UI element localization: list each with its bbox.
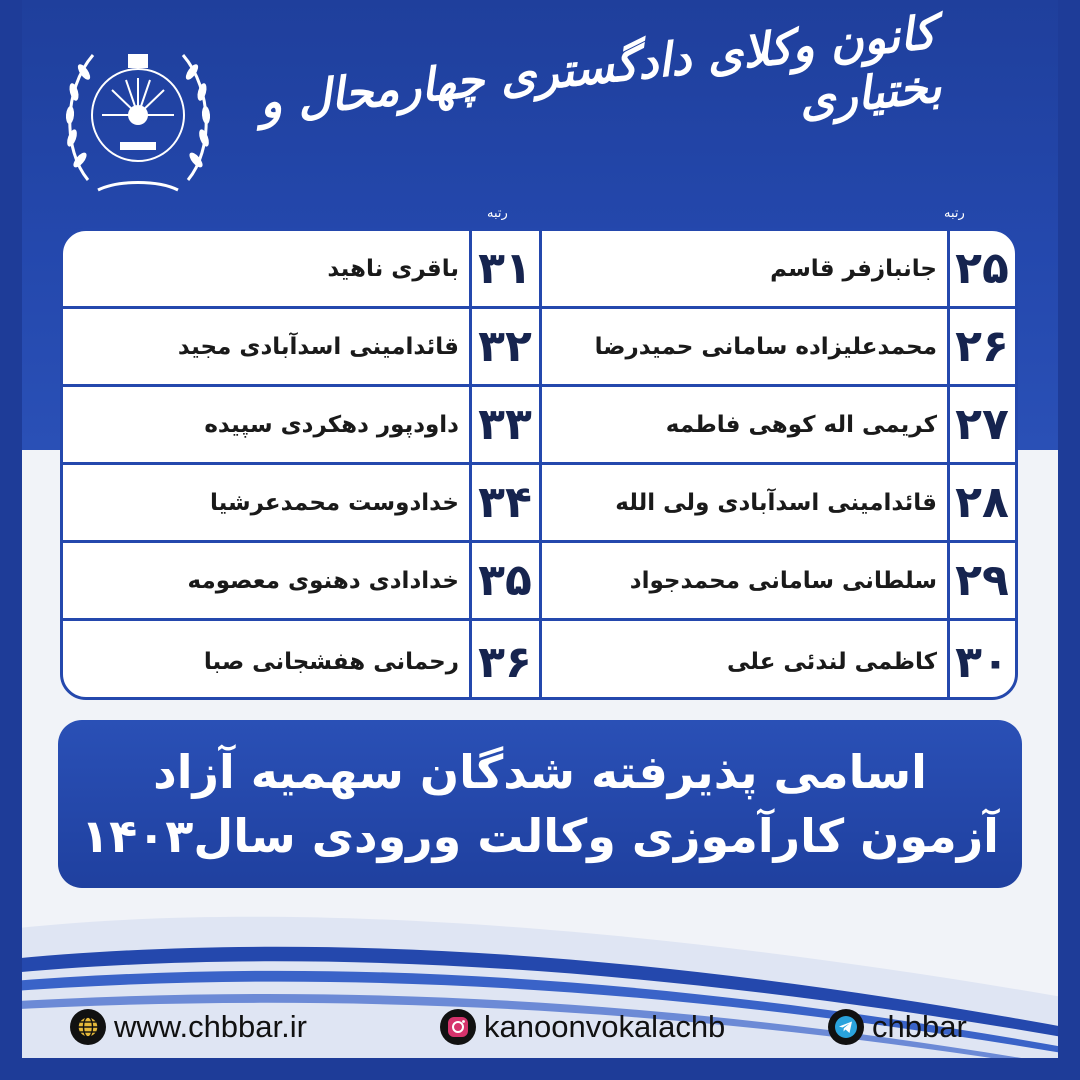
instagram-link[interactable] <box>440 1002 725 1052</box>
announcement-banner <box>58 720 1022 888</box>
rank-number: ۳۴ <box>478 477 532 528</box>
rank-number: ۲۸ <box>955 477 1009 528</box>
rank-number: ۳۰ <box>955 636 1009 688</box>
rank-label-left: رتبه <box>487 206 508 221</box>
candidate-name: خدادوست محمدعرشیا <box>209 489 459 516</box>
candidate-name: قائدامینی اسدآبادی مجید <box>177 333 459 360</box>
rank-label-right: رتبه <box>944 206 965 221</box>
rank-number: ۳۳ <box>478 399 532 450</box>
left-border <box>0 0 22 1080</box>
results-table <box>60 228 1018 700</box>
website-link[interactable] <box>70 1002 307 1052</box>
telegram-link[interactable] <box>828 1002 967 1052</box>
candidate-name: باقری ناهید <box>327 255 459 282</box>
instagram-icon <box>440 1009 476 1045</box>
candidate-name: جانبازفر قاسم <box>770 255 937 282</box>
rank-number: ۲۵ <box>955 243 1009 294</box>
header-title: کانون وکلای دادگستری چهارمحال و بختیاری <box>256 4 944 130</box>
table-row <box>63 231 1015 309</box>
table-row <box>63 465 1015 543</box>
table-row <box>63 621 1015 700</box>
candidate-name: داودپور دهکردی سپیده <box>204 411 459 438</box>
right-border <box>1058 0 1080 1080</box>
bottom-border <box>0 1058 1080 1080</box>
rank-number: ۳۵ <box>478 555 532 606</box>
website-text: www.chbbar.ir <box>114 1009 307 1044</box>
candidate-name: کاظمی لندئی علی <box>727 649 937 675</box>
candidate-name: سلطانی سامانی محمدجواد <box>629 567 937 594</box>
table-row <box>63 387 1015 465</box>
rank-number: ۲۶ <box>955 321 1009 372</box>
telegram-icon <box>828 1009 864 1045</box>
contact-footer <box>60 1002 1020 1052</box>
candidate-name: کریمی اله کوهی فاطمه <box>665 411 937 438</box>
bar-association-seal-icon <box>58 30 218 200</box>
telegram-text: chbbar <box>872 1009 967 1044</box>
table-row <box>63 309 1015 387</box>
table-row <box>63 543 1015 621</box>
rank-number: ۳۱ <box>478 243 532 294</box>
candidate-name: محمدعلیزاده سامانی حمیدرضا <box>594 333 937 360</box>
candidate-name: قائدامینی اسدآبادی ولی الله <box>615 489 937 516</box>
instagram-text: kanoonvokalachb <box>484 1009 726 1044</box>
candidate-name: خدادادی دهنوی معصومه <box>187 567 459 594</box>
rank-number: ۲۷ <box>955 399 1009 450</box>
rank-number: ۲۹ <box>955 555 1009 606</box>
rank-number: ۳۲ <box>478 321 532 372</box>
banner-line-2: آزمون کارآموزی وکالت ورودی سال۱۴۰۳ <box>81 809 999 863</box>
banner-line-1: اسامی پذیرفته شدگان سهمیه آزاد <box>153 745 927 799</box>
candidate-name: رحمانی هفشجانی صبا <box>203 649 459 675</box>
rank-number: ۳۶ <box>478 636 532 688</box>
globe-icon <box>70 1009 106 1045</box>
